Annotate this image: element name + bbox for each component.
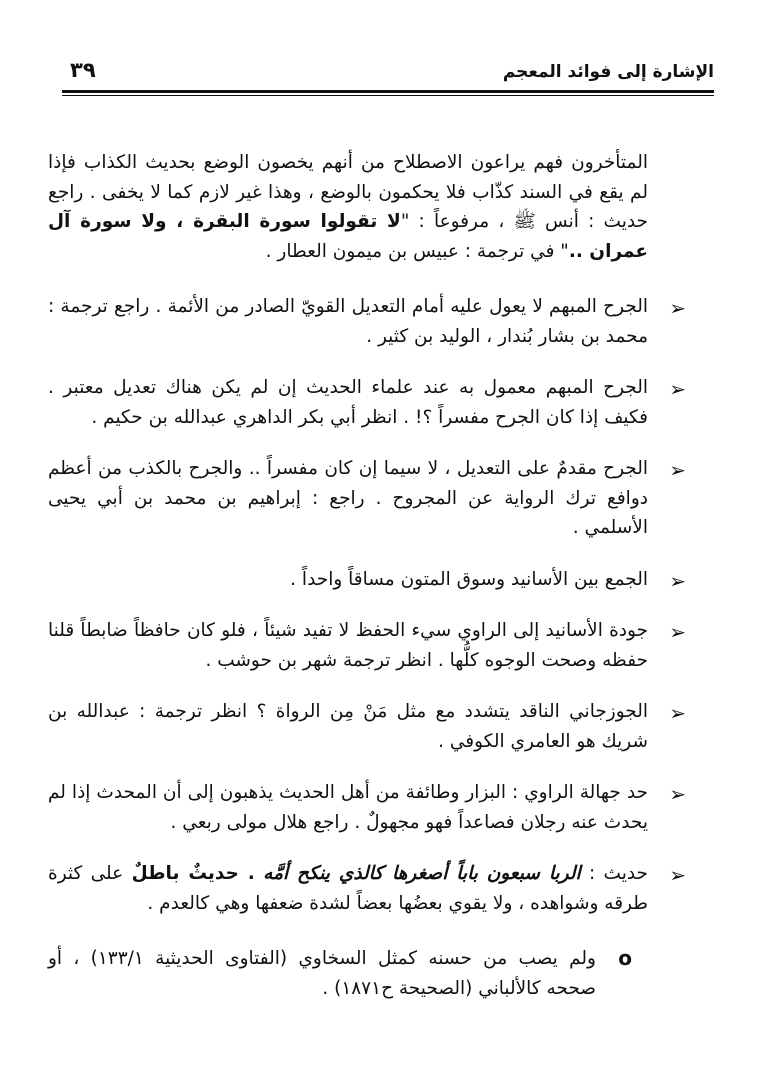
circle-bullet-icon: o — [618, 946, 632, 970]
hadith-verdict: . حديثٌ باطلٌ — [131, 863, 255, 884]
page-number: ٣٩ — [70, 58, 96, 82]
list-item — [48, 565, 686, 595]
arrow-bullet-icon: ➢ — [669, 377, 686, 401]
header-rule-thin — [62, 95, 714, 96]
arrow-bullet-icon: ➢ — [669, 863, 686, 887]
arrow-bullet-icon: ➢ — [669, 701, 686, 725]
intro-text-2: " في ترجمة : عبيس بن ميمون العطار . — [265, 240, 569, 262]
list-item-text: جودة الأسانيد إلى الراوي سيء الحفظ لا تفيد شيئاً ، فلو كان حافظاً ضابطاً قلنا حفظه وصحت الوجوه كلُّها . انظر ترجمة شهر بن حوشب . — [48, 620, 648, 671]
header-title: الإشارة إلى فوائد المعجم — [502, 62, 714, 82]
list-item-text: الجرح المبهم معمول به عند علماء الحديث إن لم يكن هناك تعديل معتبر . فكيف إذا كان الجرح مفسراً ؟! . انظر أبي بكر الداهري عبدالله بن حكيم . — [48, 377, 648, 428]
arrow-bullet-icon: ➢ — [669, 782, 686, 806]
list-item-text: الجرح المبهم لا يعول عليه أمام التعديل القويّ الصادر من الأئمة . راجع ترجمة : محمد بن بشار بُندار ، الوليد بن كثير . — [48, 296, 648, 347]
hadith-rest: على كثرة طرقه وشواهده ، ولا يقوي بعضُها بعضاً لشدة ضعفها وهي كالعدم . — [48, 863, 648, 914]
arrow-bullet-icon: ➢ — [669, 296, 686, 320]
list-item-text: الجمع بين الأسانيد وسوق المتون مساقاً واحداً . — [290, 568, 648, 590]
list-item — [48, 454, 686, 543]
list-item-text: الجوزجاني الناقد يتشدد مع مثل مَنْ مِن الرواة ؟ انظر ترجمة : عبدالله بن شريك هو العامري الكوفي . — [48, 701, 648, 752]
hadith-text: الربا سبعون باباً أصغرها كالذي ينكح أمَّه — [263, 863, 581, 884]
running-header — [62, 50, 714, 90]
list-item — [48, 292, 686, 351]
sub-item — [48, 944, 632, 1003]
intro-bold-quote: لا تقولوا سورة البقرة ، ولا سورة آل عمران .. — [48, 211, 648, 262]
list-item — [48, 697, 686, 756]
page-body — [48, 148, 686, 1025]
list-item — [48, 778, 686, 837]
sub-item-text: ولم يصب من حسنه كمثل السخاوي (الفتاوى الحديثية ١٣٣/١) ، أو صححه كالألباني (الصحيحة ح١٨٧١) . — [48, 948, 596, 999]
header-rule-thick — [62, 90, 714, 93]
list-item-text: حد جهالة الراوي : البزار وطائفة من أهل الحديث يذهبون إلى أن المحدث إذا لم يحدث عنه رجلان فصاعداً فهو مجهولٌ . راجع هلال مولى ربعي . — [48, 782, 648, 833]
arrow-bullet-icon: ➢ — [669, 458, 686, 482]
arrow-bullet-icon: ➢ — [669, 568, 686, 593]
list-item — [48, 616, 686, 675]
list-item-hadith — [48, 859, 686, 1003]
list-item-text: الجرح مقدمٌ على التعديل ، لا سيما إن كان مفسراً .. والجرح بالكذب من أعظم دوافع ترك الرواية عن المجروح . راجع : إبراهيم بن محمد بن أبي يحيى الأسلمي . — [48, 458, 648, 538]
arrow-bullet-icon: ➢ — [669, 620, 686, 644]
hadith-prefix: حديث : — [580, 863, 648, 884]
list-item-text — [48, 859, 648, 918]
intro-text-1: المتأخرون فهم يراعون الاصطلاح من أنهم يخصون الوضع بحديث الكذاب فإذا لم يقع في السند كذّاب فلا يحكمون بالوضع ، وهذا غير لازم كما لا يخفى . راجع حديث : أنس ﷺ ، مرفوعاً : " — [48, 152, 648, 232]
list-item — [48, 373, 686, 432]
intro-paragraph — [48, 148, 648, 266]
